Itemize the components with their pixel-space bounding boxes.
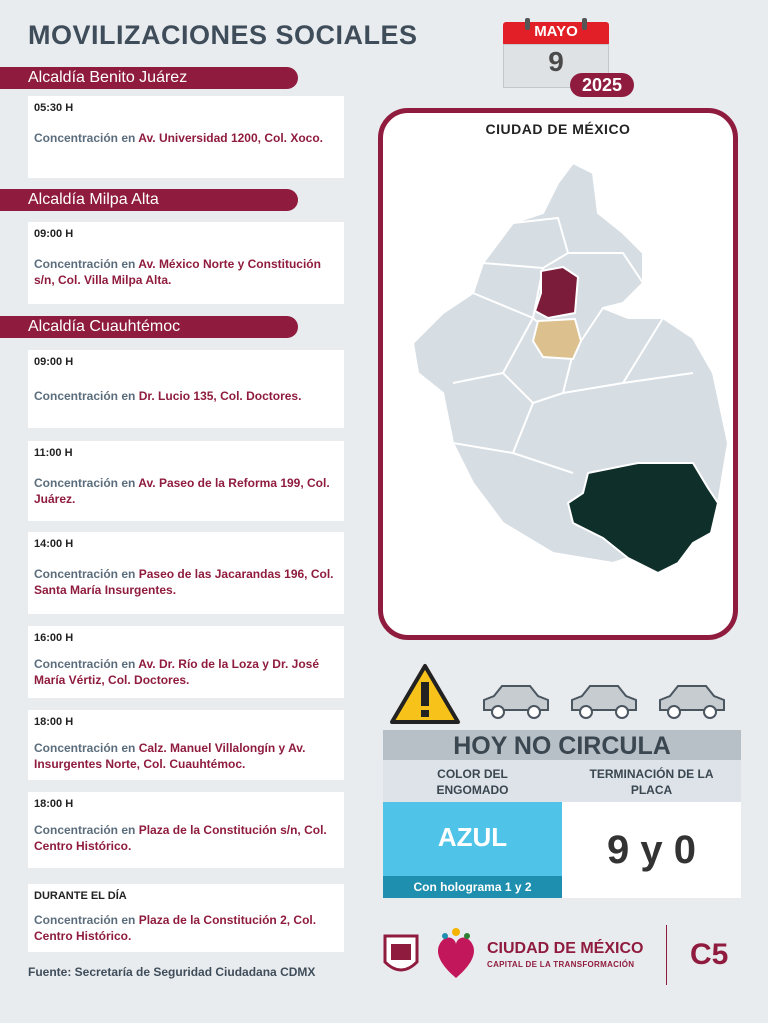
event-location: Av. Universidad 1200, Col. Xoco. bbox=[138, 131, 323, 145]
car-icon bbox=[656, 680, 728, 722]
event-card: 09:00 H Concentración en Dr. Lucio 135, Col. Doctores. bbox=[28, 350, 344, 428]
event-time: 18:00 H bbox=[34, 798, 74, 810]
calendar-year: 2025 bbox=[570, 73, 634, 97]
car-icon bbox=[568, 680, 640, 722]
color-label: COLOR DEL ENGOMADO bbox=[436, 767, 509, 797]
event-type: Concentración bbox=[34, 476, 119, 490]
page-title: MOVILIZACIONES SOCIALES bbox=[28, 20, 418, 50]
section-header-benito-juarez: Alcaldía Benito Juárez bbox=[0, 67, 298, 89]
plate-label: TERMINACIÓN DE LA PLACA bbox=[589, 767, 714, 797]
event-location: Calz. Manuel Villalongín y Av. Insurgentes Norte, Col. Cuauhtémoc. bbox=[34, 741, 306, 771]
section-header-cuauhtemoc: Alcaldía Cuauhtémoc bbox=[0, 316, 298, 338]
event-time: 05:30 H bbox=[34, 102, 74, 114]
event-type: Concentración bbox=[34, 389, 119, 403]
event-type: Concentración bbox=[34, 823, 119, 837]
event-location: Av. Dr. Río de la Loza y Dr. José María Vértiz, Col. Doctores. bbox=[34, 657, 319, 687]
event-card: 05:30 H Concentración en Av. Universidad 1200, Col. Xoco. bbox=[28, 96, 344, 178]
heart-logo bbox=[433, 924, 479, 982]
event-type: Concentración bbox=[34, 567, 119, 581]
event-time: 09:00 H bbox=[34, 228, 74, 240]
calendar-month: MAYO bbox=[534, 23, 578, 40]
event-card: 11:00 H Concentración en Av. Paseo de la Reforma 199, Col. Juárez. bbox=[28, 441, 344, 521]
event-location: Dr. Lucio 135, Col. Doctores. bbox=[138, 389, 302, 403]
event-type: Concentración bbox=[34, 913, 119, 927]
map-cuauhtemoc bbox=[535, 267, 578, 318]
event-time: DURANTE EL DÍA bbox=[34, 890, 127, 902]
city-tagline: CAPITAL DE LA TRANSFORMACIÓN bbox=[487, 960, 635, 969]
map-panel bbox=[378, 108, 738, 640]
event-location: Paseo de las Jacarandas 196, Col. Santa María Insurgentes. bbox=[34, 567, 334, 597]
map-benito-juarez bbox=[533, 319, 581, 359]
event-card: 18:00 H Concentración en Calz. Manuel Villalongín y Av. Insurgentes Norte, Col. Cuauhtémoc. bbox=[28, 710, 344, 780]
event-time: 11:00 H bbox=[34, 447, 73, 459]
calendar-day: 9 bbox=[548, 46, 564, 77]
map-title: CIUDAD DE MÉXICO bbox=[485, 121, 631, 137]
source-note: Fuente: Secretaría de Seguridad Ciudadana CDMX bbox=[28, 965, 316, 979]
city-name: CIUDAD DE MÉXICO bbox=[487, 940, 644, 957]
hologram-note: Con holograma 1 y 2 bbox=[383, 876, 562, 898]
hoy-no-circula-labels bbox=[383, 760, 741, 802]
event-location: Plaza de la Constitución s/n, Col. Centro Histórico. bbox=[34, 823, 327, 853]
event-card: 09:00 H Concentración en Av. México Norte y Constitución s/n, Col. Villa Milpa Alta. bbox=[28, 222, 344, 304]
event-time: 14:00 H bbox=[34, 538, 74, 550]
plate-digits: 9 y 0 bbox=[562, 802, 741, 898]
sticker-color: AZUL bbox=[437, 822, 508, 852]
cdmx-map bbox=[393, 143, 733, 613]
event-type: Concentración bbox=[34, 657, 119, 671]
event-type: Concentración bbox=[34, 257, 119, 271]
section-header-milpa-alta: Alcaldía Milpa Alta bbox=[0, 189, 298, 211]
cdmx-shield-logo bbox=[381, 934, 421, 978]
event-time: 16:00 H bbox=[34, 632, 74, 644]
event-card: 14:00 H Concentración en Paseo de las Jacarandas 196, Col. Santa María Insurgentes. bbox=[28, 532, 344, 614]
event-time: 09:00 H bbox=[34, 356, 74, 368]
divider bbox=[666, 925, 667, 985]
warning-icon bbox=[388, 662, 462, 728]
event-card: 16:00 H Concentración en Av. Dr. Río de la Loza y Dr. José María Vértiz, Col. Doctores. bbox=[28, 626, 344, 698]
event-location: Av. Paseo de la Reforma 199, Col. Juárez. bbox=[34, 476, 330, 506]
sticker-color-box bbox=[383, 802, 562, 898]
event-location: Av. México Norte y Constitución s/n, Col. Villa Milpa Alta. bbox=[34, 257, 321, 287]
hoy-no-circula-title: HOY NO CIRCULA bbox=[383, 730, 741, 760]
event-time: 18:00 H bbox=[34, 716, 74, 728]
event-type: Concentración bbox=[34, 131, 119, 145]
event-location: Plaza de la Constitución 2, Col. Centro Histórico. bbox=[34, 913, 317, 943]
event-card: 18:00 H Concentración en Plaza de la Constitución s/n, Col. Centro Histórico. bbox=[28, 792, 344, 868]
car-icon bbox=[480, 680, 552, 722]
event-type: Concentración bbox=[34, 741, 119, 755]
event-card: DURANTE EL DÍA Concentración en Plaza de la Constitución 2, Col. Centro Histórico. bbox=[28, 884, 344, 952]
c5-logo: C5 bbox=[690, 938, 729, 971]
